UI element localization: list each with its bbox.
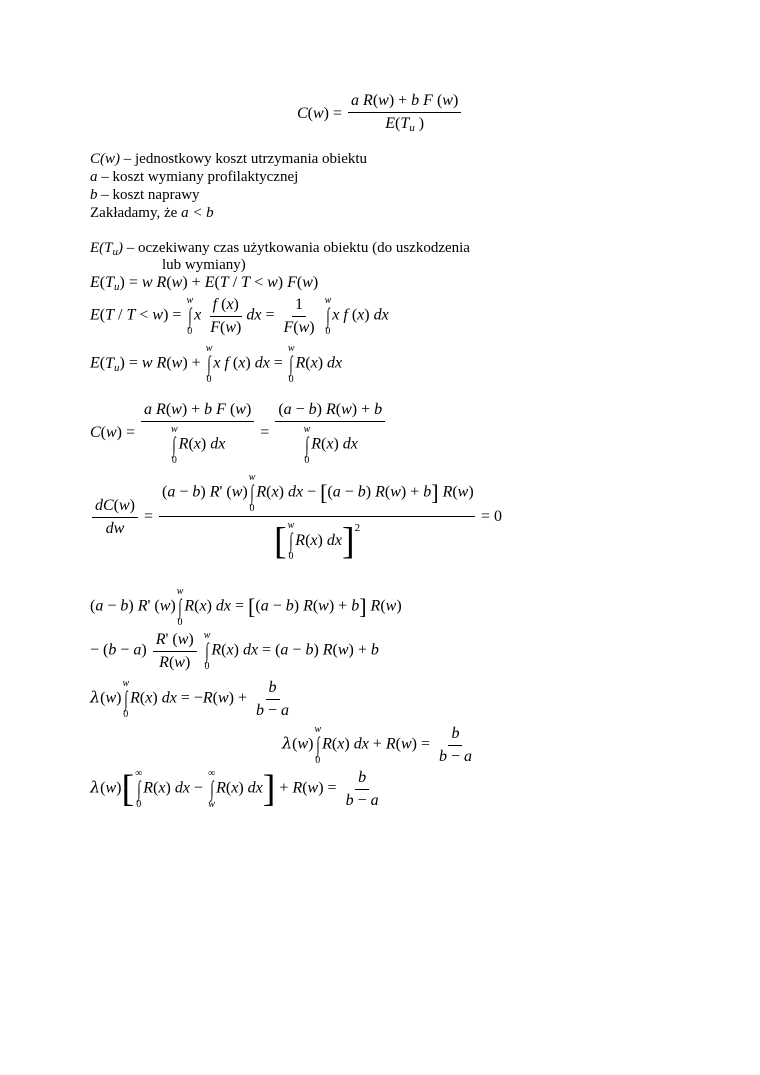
equation-expected-time: $E(T_u) = w$ R(w) + E(T / T < w) F(w) <box>90 274 319 293</box>
equation-rearranged: − (b − a) $\frac{R' (w)}{R(w)}$ w ∫ 0 R(x) dx = (a − b) R(w) + b <box>90 630 379 672</box>
equation-stationarity: (a − b) R' (w) w ∫ 0 R(x) dx = [(a − b) R(w) + b] R(w) <box>90 586 402 628</box>
equation-cost-integral: C(w) = a R(w) + b F (w) w ∫ 0 R(x) dx = (a − b) R(w) + b w ∫ 0 R(x) dx <box>90 401 387 466</box>
equation-conditional-expectation: E(T / T < w) = w ∫ 0 x $\frac{f (x)}{F(w)}$ dx = $\frac{1}{F(w)}$ w ∫ 0 x f (x) dx <box>90 295 389 337</box>
definition-cw: C(w) – jednostkowy koszt utrzymania obiektu <box>90 151 368 167</box>
assumption-line: Zakładamy, że a < b <box>90 205 214 221</box>
equation-expected-time-integral: $E(T_u) = w$ R(w) + w ∫ 0 x f (x) dx = w ∫ 0 R(x) dx <box>90 343 343 385</box>
definition-et-continued: lub wymiany) <box>162 257 246 273</box>
definition-et: $E(T_u)$ – oczekiwany czas użytkowania obiektu (do uszkodzenia <box>90 240 470 258</box>
equation-derivative: $\frac{dC(w)}{dw}$ = (a − b) R' (w) w ∫ 0 R(x) dx − [(a − b) R(w) + b] R(w) [ w ∫ 0 R(x) dx]$^2$ = 0 <box>90 472 502 562</box>
equation-hazard-1: λ(w) w ∫ 0 R(x) dx = −R(w) + $\frac{b}{b - a}$ <box>90 678 290 720</box>
definition-b: b – koszt naprawy <box>90 187 200 203</box>
equation-hazard-2: λ(w) w ∫ 0 R(x) dx + R(w) = $\frac{b}{b - a}$ <box>282 724 472 766</box>
equation-hazard-3: λ(w)[ ∞ ∫ 0 R(x) dx − ∞ ∫ w R(x) dx] + R(w) = $\frac{b}{b - a}$ <box>90 768 379 810</box>
equation-cost-definition: C(w) = $\frac{\text{a R(w) + b F (w)}}{E(T_u )}$ <box>297 92 463 137</box>
definition-a: a – koszt wymiany profilaktycznej <box>90 169 299 185</box>
